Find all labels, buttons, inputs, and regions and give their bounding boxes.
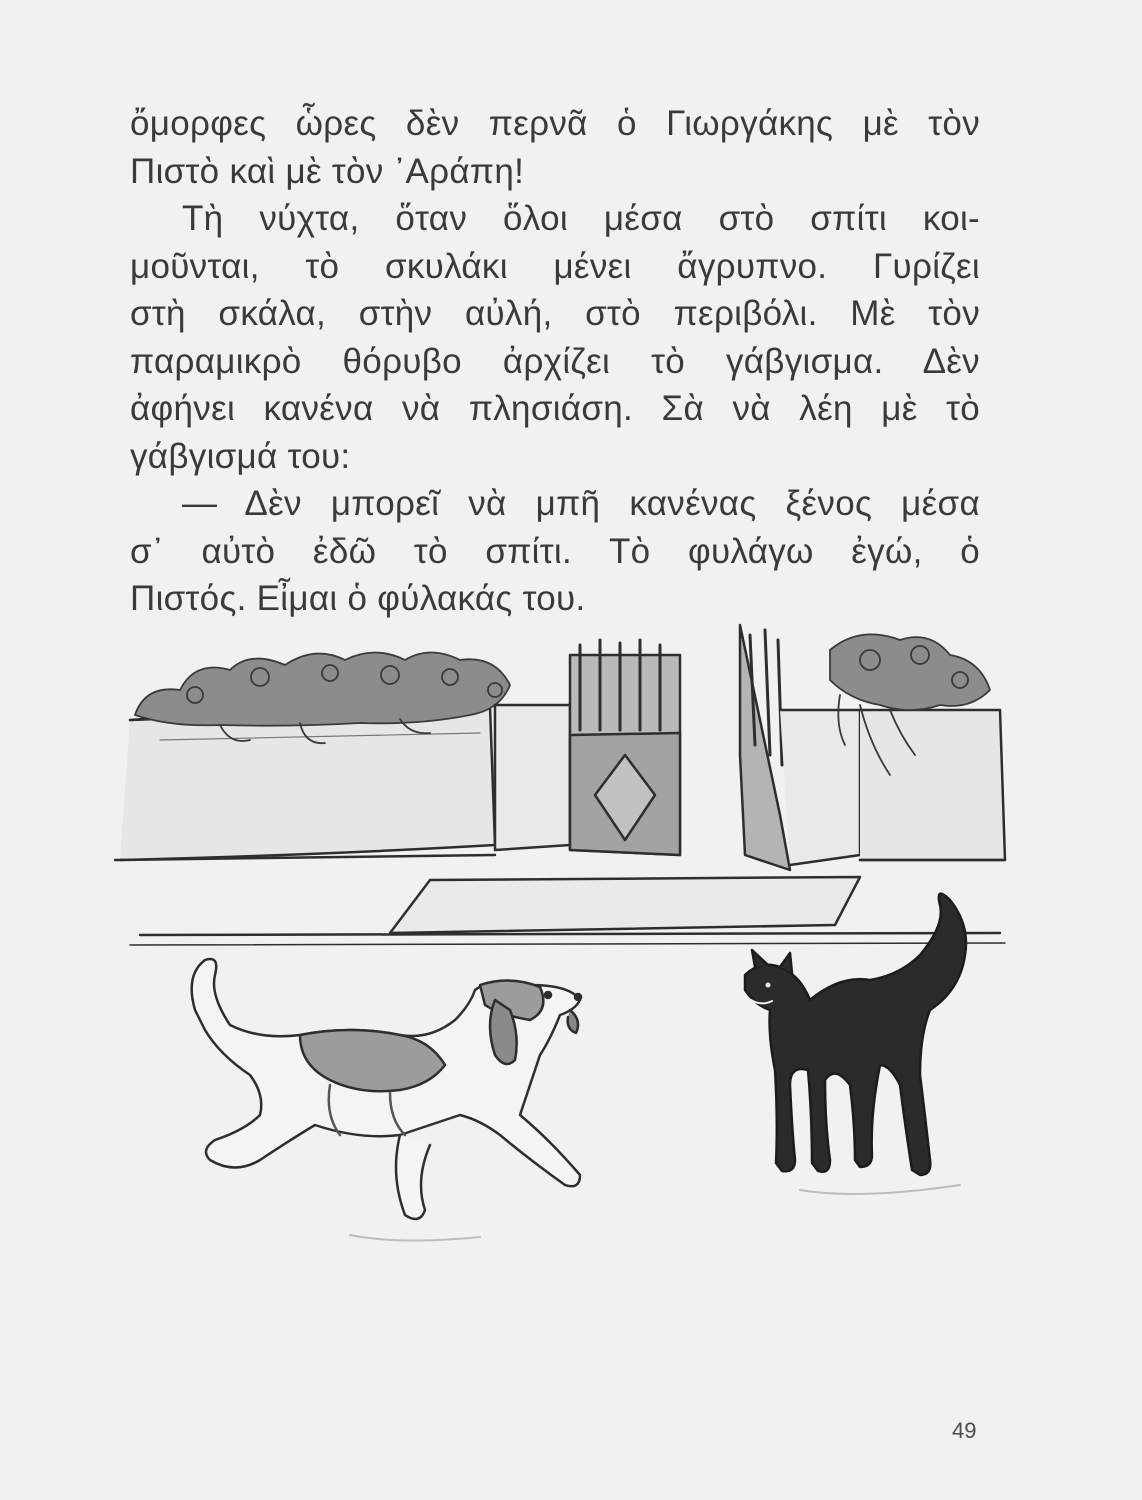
- garden-wall-right: [860, 710, 1005, 860]
- text-line: μοῦνται, τὸ σκυλάκι μένει ἄγρυπνο. Γυρίζει: [130, 246, 980, 286]
- arched-black-cat: [745, 894, 966, 1175]
- text-line: ἀφήνει κανένα νὰ πλησιάση. Σὰ νὰ λέη μὲ τὸ: [130, 389, 980, 428]
- dog-and-cat-illustration: [100, 615, 1020, 1305]
- text-line: Πιστός. Εἶμαι ὁ φύλακάς του.: [130, 579, 586, 618]
- text-line: — Δὲν μπορεῖ νὰ μπῆ κανένας ξένος μέσα: [182, 484, 980, 523]
- text-line: γάβγισμά του:: [130, 436, 351, 476]
- text-line: Πιστὸ καὶ μὲ τὸν ᾿Αράπη!: [130, 151, 525, 191]
- page-number: 49: [952, 1418, 977, 1443]
- text-line: σ᾿ αὐτὸ ἐδῶ τὸ σπίτι. Τὸ φυλάγω ἐγώ, ὁ: [130, 531, 980, 571]
- gate: [495, 625, 860, 870]
- text-line: παραμικρὸ θόρυβο ἀρχίζει τὸ γάβγισμα. Δὲν: [130, 341, 980, 381]
- text-line: Τὴ νύχτα, ὅταν ὅλοι μέσα στὸ σπίτι κοι-: [182, 199, 980, 238]
- ground-shadows: [350, 1185, 960, 1241]
- running-dog: [192, 959, 581, 1219]
- garden-wall-left: [115, 707, 495, 860]
- steps: [130, 877, 1005, 945]
- text-line: ὄμορφες ὧρες δὲν περνᾶ ὁ Γιωργάκης μὲ τὸν: [130, 104, 980, 143]
- story-text: [130, 100, 980, 623]
- text-line: στὴ σκάλα, στὴν αὐλή, στὸ περιβόλι. Μὲ τὸν: [130, 294, 980, 333]
